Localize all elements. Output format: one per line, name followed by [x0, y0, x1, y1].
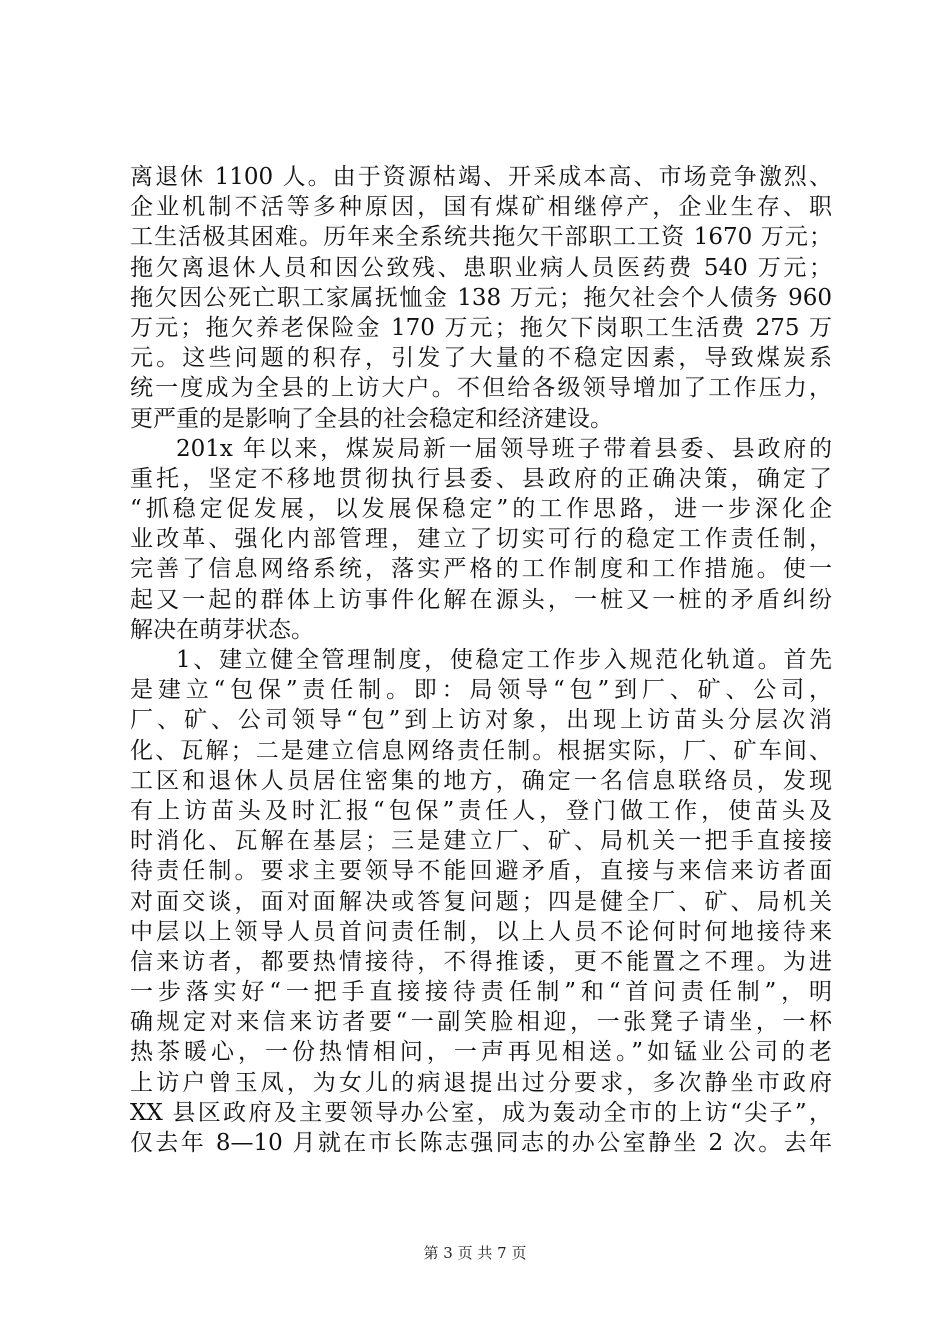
- text-line: 企业机制不活等多种原因，国有煤矿相继停产，企业生存、职: [130, 194, 832, 221]
- text-line: 起又一起的群体上访事件化解在源头，一桩又一桩的矛盾纠纷: [130, 586, 832, 613]
- text-line: 拖欠离退休人员和因公致残、患职业病人员医药费 540 万元；: [130, 254, 832, 281]
- text-line: 时消化、瓦解在基层；三是建立厂、矿、局机关一把手直接接: [130, 828, 832, 855]
- text-line: 一步落实好“一把手直接接待责任制”和“首问责任制”，明: [130, 979, 832, 1006]
- text-line: 解决在萌芽状态。: [130, 616, 314, 643]
- text-line: 对面交谈，面对面解决或答复问题；四是健全厂、矿、局机关: [130, 888, 832, 915]
- text-line: 完善了信息网络系统，落实严格的工作制度和工作措施。使一: [130, 556, 832, 583]
- text-line: 工区和退休人员居住密集的地方，确定一名信息联络员，发现: [130, 767, 832, 794]
- text-line: 元。这些问题的积存，引发了大量的不稳定因素，导致煤炭系: [130, 345, 832, 372]
- text-line: 上访户曾玉凤，为女儿的病退提出过分要求，多次静坐市政府: [130, 1069, 832, 1096]
- text-line: 待责任制。要求主要领导不能回避矛盾，直接与来信来访者面: [130, 858, 832, 885]
- paragraph-first-line: 201x 年以来，煤炭局新一届领导班子带着县委、县政府的: [176, 435, 832, 462]
- text-line: 有上访苗头及时汇报“包保”责任人，登门做工作，使苗头及: [130, 797, 832, 824]
- text-line: XX 县区政府及主要领导办公室，成为轰动全市的上访“尖子”，: [130, 1099, 832, 1126]
- text-line: 中层以上领导人员首问责任制，以上人员不论何时何地接待来: [130, 918, 832, 945]
- text-line: 信来访者，都要热情接待，不得推诿，更不能置之不理。为进: [130, 948, 832, 975]
- text-line: “抓稳定促发展，以发展保稳定”的工作思路，进一步深化企: [130, 496, 832, 523]
- text-line: 统一度成为全县的上访大户。不但给各级领导增加了工作压力，: [130, 375, 832, 402]
- text-line: 化、瓦解；二是建立信息网络责任制。根据实际，厂、矿车间、: [130, 737, 832, 764]
- text-line: 更严重的是影响了全县的社会稳定和经济建设。: [130, 405, 613, 432]
- document-body: [130, 162, 832, 1158]
- text-line: 是建立“包保”责任制。即：局领导“包”到厂、矿、公司，: [130, 677, 832, 704]
- text-line: 确规定对来信来访者要“一副笑脸相迎，一张凳子请坐，一杯: [130, 1009, 832, 1036]
- text-line: 业改革、强化内部管理，建立了切实可行的稳定工作责任制，: [130, 526, 832, 553]
- paragraph-first-line: 1、建立健全管理制度，使稳定工作步入规范化轨道。首先: [176, 647, 832, 673]
- text-line: 工生活极其困难。历年来全系统共拖欠干部职工工资 1670 万元；: [130, 224, 832, 251]
- text-line: 热茶暖心，一份热情相问，一声再见相送。”如锰业公司的老: [130, 1039, 832, 1066]
- text-line: 重托，坚定不移地贯彻执行县委、县政府的正确决策，确定了: [130, 465, 832, 492]
- text-line: 离退休 1100 人。由于资源枯竭、开采成本高、市场竞争激烈、: [130, 164, 832, 190]
- text-line: 仅去年 8—10 月就在市长陈志强同志的办公室静坐 2 次。去年: [130, 1130, 832, 1156]
- text-line: 万元；拖欠养老保险金 170 万元；拖欠下岗职工生活费 275 万: [130, 314, 832, 341]
- text-line: 厂、矿、公司领导“包”到上访对象，出现上访苗头分层次消: [130, 707, 832, 734]
- text-line: 拖欠因公死亡职工家属抚恤金 138 万元；拖欠社会个人债务 960: [130, 284, 832, 311]
- page-number-footer: 第 3 页 共 7 页: [423, 1244, 527, 1262]
